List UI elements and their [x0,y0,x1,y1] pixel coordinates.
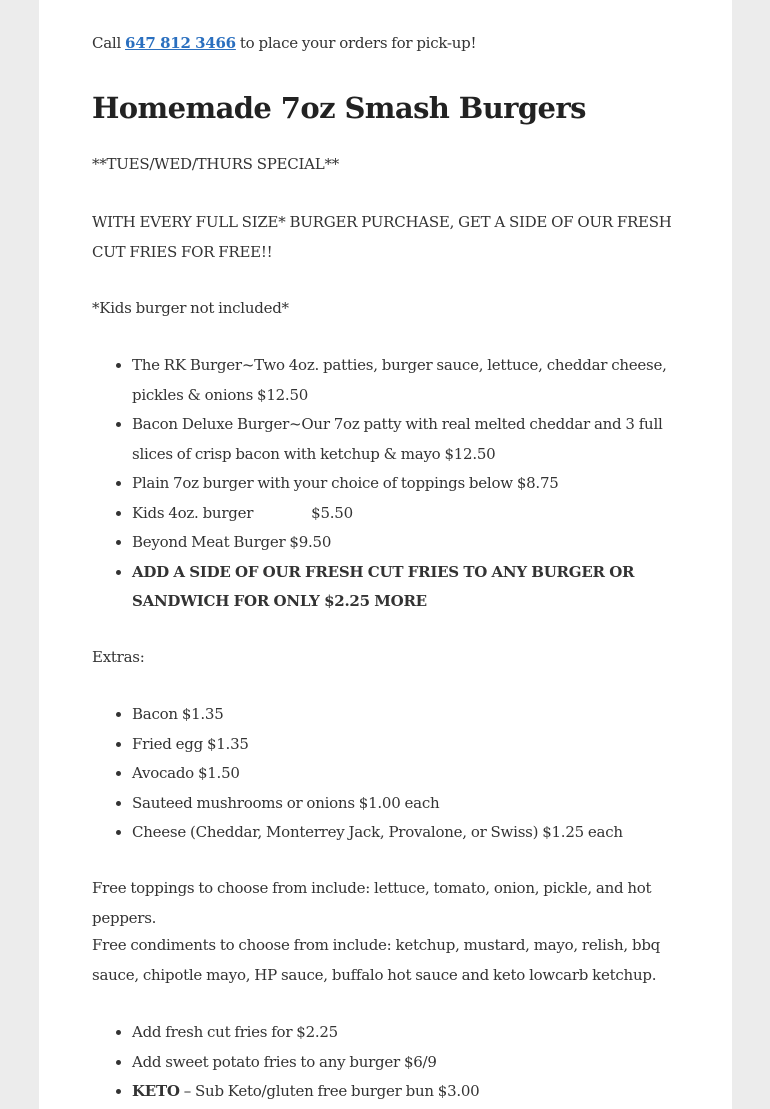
list-item: • Add fresh cut fries for $2.25 [132,1018,692,1048]
kids-burger-name: Kids 4oz. burger [132,503,254,522]
list-item: • Plain 7oz burger with your choice of toppings below $8.75 [132,469,692,499]
burger-list [92,351,692,617]
addons-list [92,1018,692,1107]
phone-link[interactable]: 647 812 3466 [125,34,236,52]
promo-text: WITH EVERY FULL SIZE* BURGER PURCHASE, GET A SIDE OF OUR FRESH CUT FRIES FOR FREE!! [92,213,672,261]
keto-text: – Sub Keto/gluten free burger bun $3.00 [183,1082,480,1100]
list-item: • Avocado $1.50 [132,759,692,789]
call-prefix: Call [92,34,122,52]
extras-list [92,700,692,848]
page-heading: Homemade 7oz Smash Burgers [92,91,586,125]
list-item: • Add sweet potato fries to any burger $6/9 [132,1048,692,1078]
list-item [132,1077,692,1107]
special-days-text: **TUES/WED/THURS SPECIAL** [92,155,339,173]
list-item: • Bacon Deluxe Burger~Our 7oz patty with real melted cheddar and 3 full slices of crisp bacon with ketchup & mayo $12.50 [132,410,692,469]
kids-burger-price: $5.50 [311,503,353,522]
list-item: • Fried egg $1.35 [132,730,692,760]
keto-label: KETO [132,1082,180,1100]
free-condiments-text: Free condiments to choose from include: ketchup, mustard, mayo, relish, bbq sauce, chipotle mayo, HP sauce, buffalo hot sauce and keto lowcarb ketchup. [92,936,661,984]
list-item: • Sauteed mushrooms or onions $1.00 each [132,789,692,819]
extras-label: Extras: [92,648,145,666]
content-card [39,0,732,1109]
list-item: • ADD A SIDE OF OUR FRESH CUT FRIES TO ANY BURGER OR SANDWICH FOR ONLY $2.25 MORE [132,558,692,617]
list-item [132,499,692,529]
free-toppings-text: Free toppings to choose from include: lettuce, tomato, onion, pickle, and hot peppers. [92,879,652,927]
list-item: • The RK Burger~Two 4oz. patties, burger sauce, lettuce, cheddar cheese, pickles & onions $12.50 [132,351,692,410]
list-item: • Bacon $1.35 [132,700,692,730]
list-item: • Beyond Meat Burger $9.50 [132,528,692,558]
kids-note: *Kids burger not included* [92,299,289,317]
call-suffix: to place your orders for pick-up! [239,34,477,52]
call-to-order-line [92,29,692,59]
list-item: • Cheese (Cheddar, Monterrey Jack, Provalone, or Swiss) $1.25 each [132,818,692,848]
